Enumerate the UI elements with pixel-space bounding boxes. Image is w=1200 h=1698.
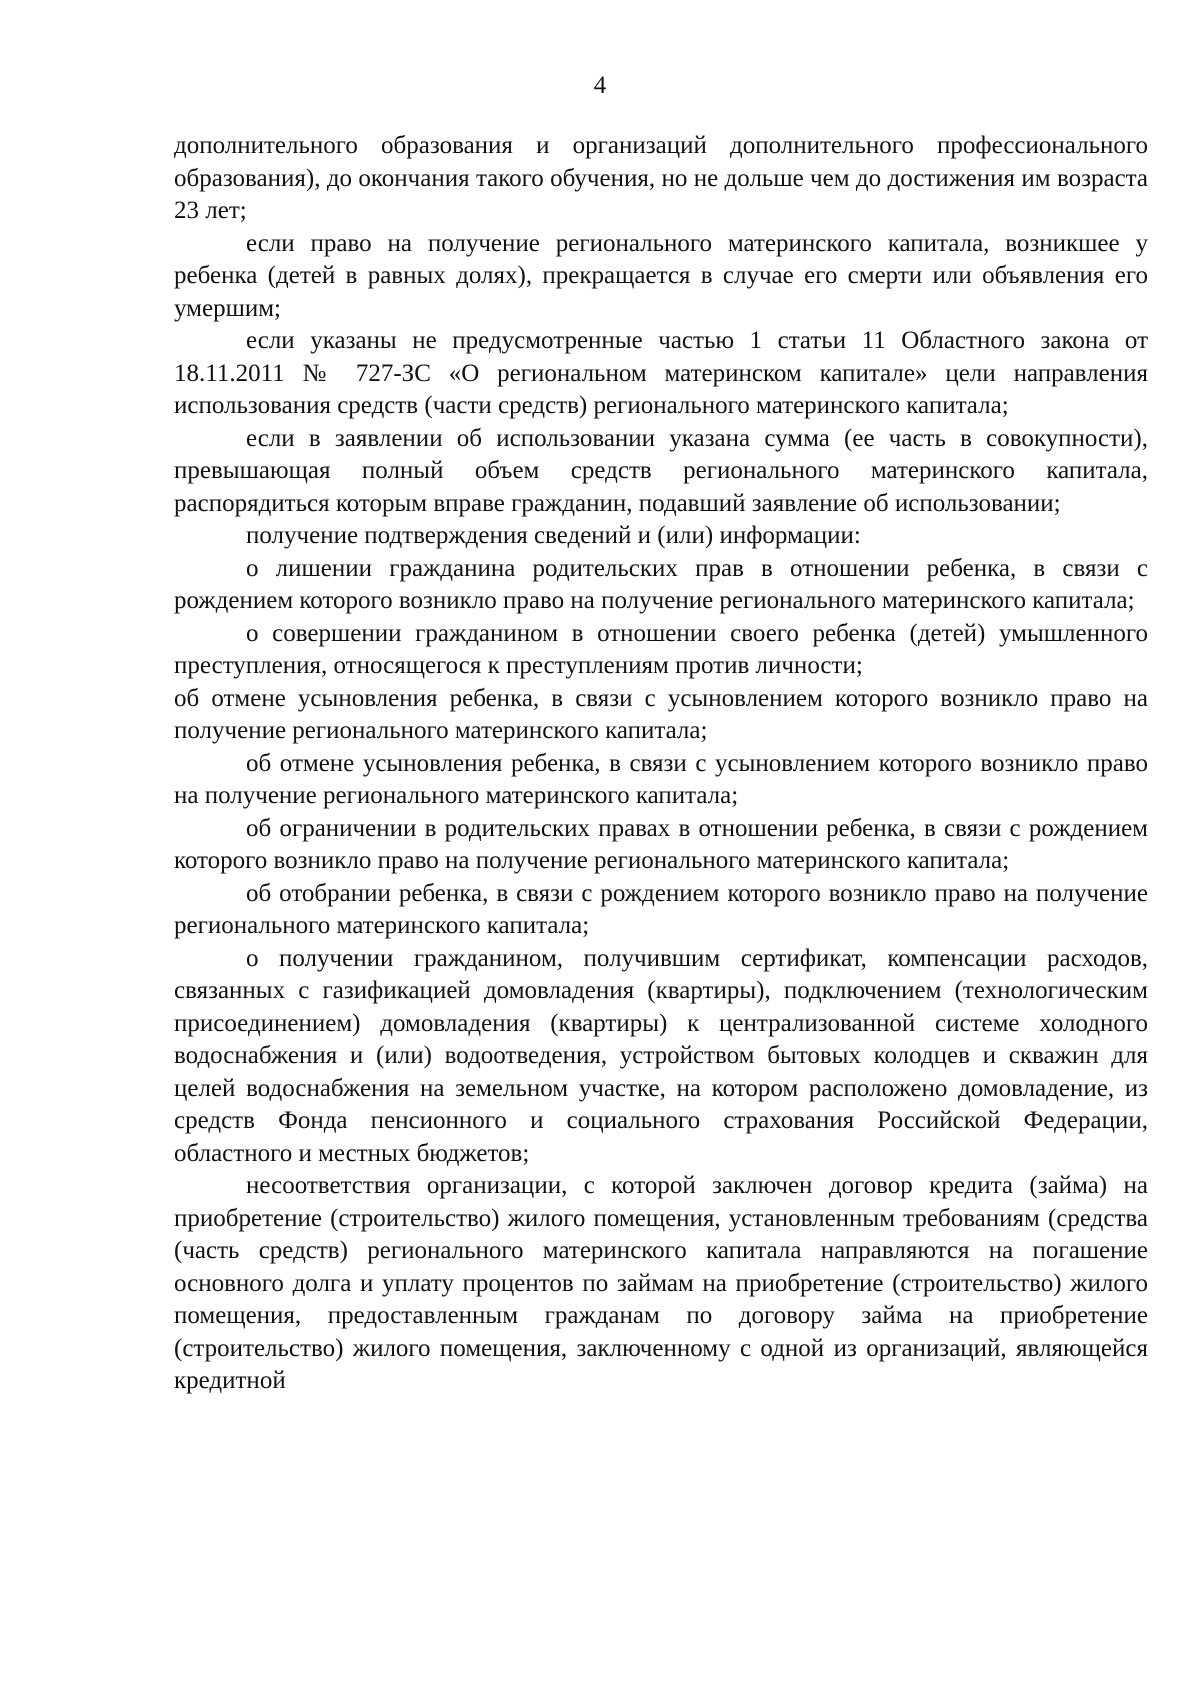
paragraph-child-death: если право на получение регионального материнского капитала, возникшее у ребенка (детей в равных долях), прекращается в случае его смерти или объявления его умершим; bbox=[174, 229, 1148, 322]
page-number: 4 bbox=[593, 72, 607, 99]
paragraph-deprivation-rights: о лишении гражданина родительских прав в отношении ребенка, в связи с рождением которого возникло право на получение регионального материнского капитала; bbox=[174, 554, 1148, 614]
paragraph-confirmation-heading: получение подтверждения сведений и (или) информации: bbox=[246, 522, 861, 549]
paragraph-crime-against-child: о совершении гражданином в отношении своего ребенка (детей) умышленного преступления, относящегося к преступлениям против личности; bbox=[174, 619, 1148, 679]
document-body bbox=[174, 130, 1148, 1398]
paragraph-adoption-cancel-2: об отмене усыновления ребенка, в связи с усыновлением которого возникло право на получение регионального материнского капитала; bbox=[174, 749, 1148, 809]
paragraph-adoption-cancel-1: об отмене усыновления ребенка, в связи с усыновлением которого возникло право на получение регионального материнского капитала; bbox=[174, 684, 1148, 744]
paragraph-lender-nonconformity: несоответствия организации, с которой заключен договор кредита (займа) на приобретение (строительство) жилого помещения, установленным требованиям (средства (часть средств) регионального материнского капитала направляются на погашение основного долга и уплату процентов по займам на приобретение (строительство) жилого помещения, предоставленным гражданам по договору займа на приобретение (строительство) жилого помещения, заключенному с одной из организаций, являющейся кредитной bbox=[174, 1172, 1148, 1394]
paragraph-education-continuation: дополнительного образования и организаций дополнительного профессионального образования), до окончания такого обучения, но не дольше чем до достижения им возраста 23 лет; bbox=[174, 132, 1148, 224]
paragraph-amount-exceeds: если в заявлении об использовании указана сумма (ее часть в совокупности), превышающая полный объем средств регионального материнского капитала, распорядиться которым вправе гражданин, подавший заявление об использовании; bbox=[174, 424, 1148, 517]
paragraph-gasification-compensation: о получении гражданином, получившим сертификат, компенсации расходов, связанных с газификацией домовладения (квартиры), подключением (технологическим присоединением) домовладения (квартиры) к централизованной системе холодного водоснабжения и (или) водоотведения, устройством бытовых колодцев и скважин для целей водоснабжения на земельном участке, на котором расположено домовладение, из средств Фонда пенсионного и социального страхования Российской Федерации, областного и местных бюджетов; bbox=[174, 944, 1148, 1167]
paragraph-child-removal: об отобрании ребенка, в связи с рождением которого возникло право на получение регионального материнского капитала; bbox=[174, 879, 1148, 939]
paragraph-unlisted-purposes: если указаны не предусмотренные частью 1 статьи 11 Областного закона от 18.11.2011 № 727-ЗС «О региональном материнском капитале» цели направления использования средств (части средств) регионального материнского капитала; bbox=[174, 327, 1148, 419]
paragraph-rights-restriction: об ограничении в родительских правах в отношении ребенка, в связи с рождением которого возникло право на получение регионального материнского капитала; bbox=[174, 814, 1148, 874]
